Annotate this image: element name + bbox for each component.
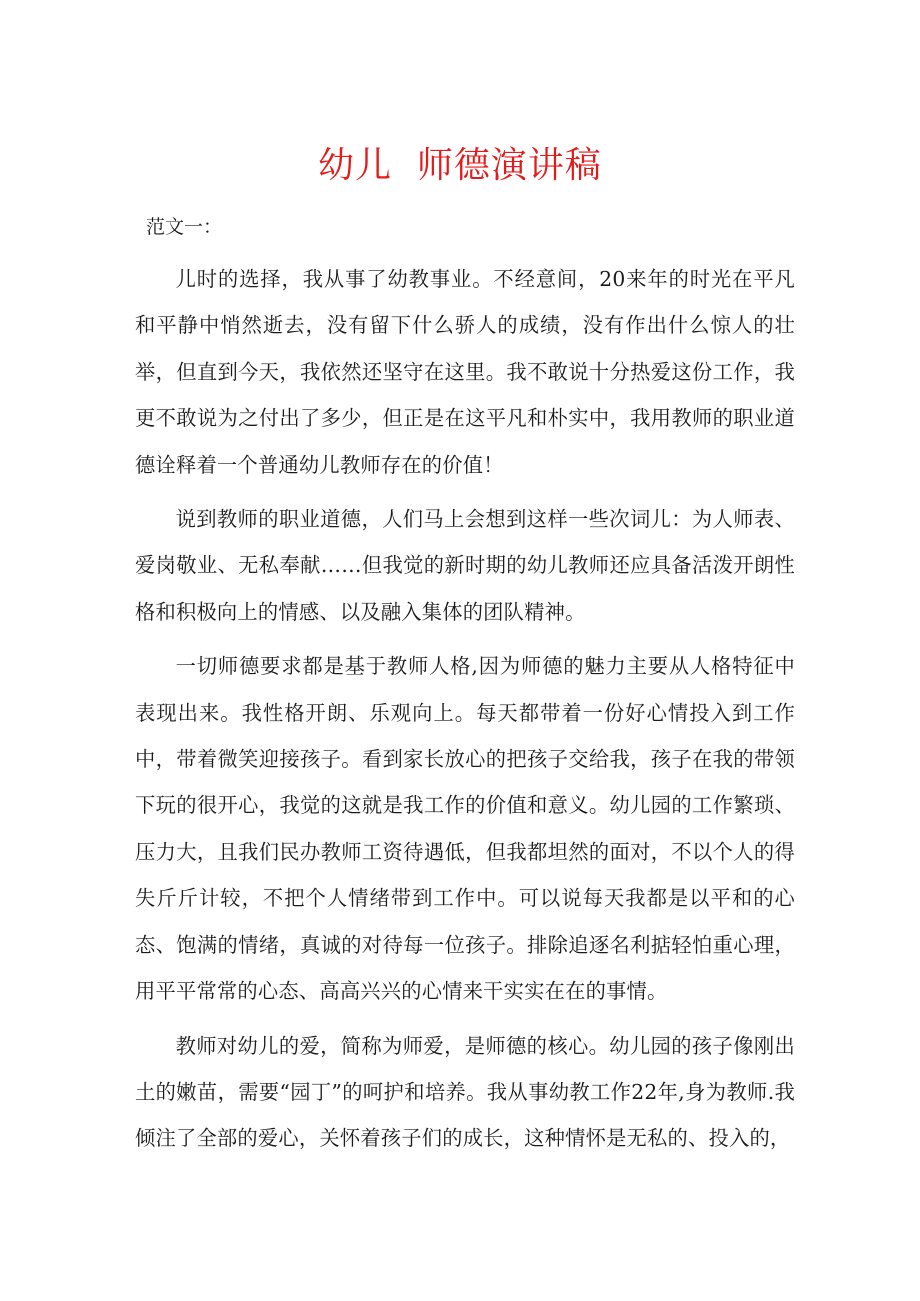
paragraph-2: 说到教师的职业道德，人们马上会想到这样一些次词儿：为人师表、爱岗敬业、无私奉献……但我觉的新时期的幼儿教师还应具备活泼开朗性格和积极向上的情感、以及融入集体的团队精神。 bbox=[135, 507, 795, 624]
paragraph-1: 儿时的选择，我从事了幼教事业。不经意间，20来年的时光在平凡和平静中悄然逝去，没有留下什么骄人的成绩，没有作出什么惊人的壮举，但直到今天，我依然还坚守在这里。我不敢说十分热爱这份工作，我更不敢说为之付出了多少，但正是在这平凡和朴实中，我用教师的职业道德诠释着一个普通幼儿教师存在的价值！ bbox=[135, 267, 795, 477]
paragraph-3: 一切师德要求都是基于教师人格,因为师德的魅力主要从人格特征中表现出来。我性格开朗、乐观向上。每天都带着一份好心情投入到工作中，带着微笑迎接孩子。看到家长放心的把孩子交给我，孩子在我的带领下玩的很开心，我觉的这就是我工作的价值和意义。幼儿园的工作繁琐、压力大，且我们民办教师工资待遇低，但我都坦然的面对，不以个人的得失斤斤计较，不把个人情绪带到工作中。可以说每天我都是以平和的心态、饱满的情绪，真诚的对待每一位孩子。排除追逐名利掂轻怕重心理，用平平常常的心态、高高兴兴的心情来干实实在在的事情。 bbox=[135, 654, 795, 1004]
paragraph-4: 教师对幼儿的爱，简称为师爱，是师德的核心。幼儿园的孩子像刚出土的嫩苗，需要“园丁”的呵护和培养。我从事幼教工作22年,身为教师.我倾注了全部的爱心，关怀着孩子们的成长，这种情怀是无私的、投入的， bbox=[135, 1033, 795, 1151]
page-title: 幼儿 师德演讲稿 bbox=[318, 145, 602, 186]
section-label: 范文一： bbox=[146, 216, 223, 238]
body-text bbox=[135, 256, 795, 1170]
